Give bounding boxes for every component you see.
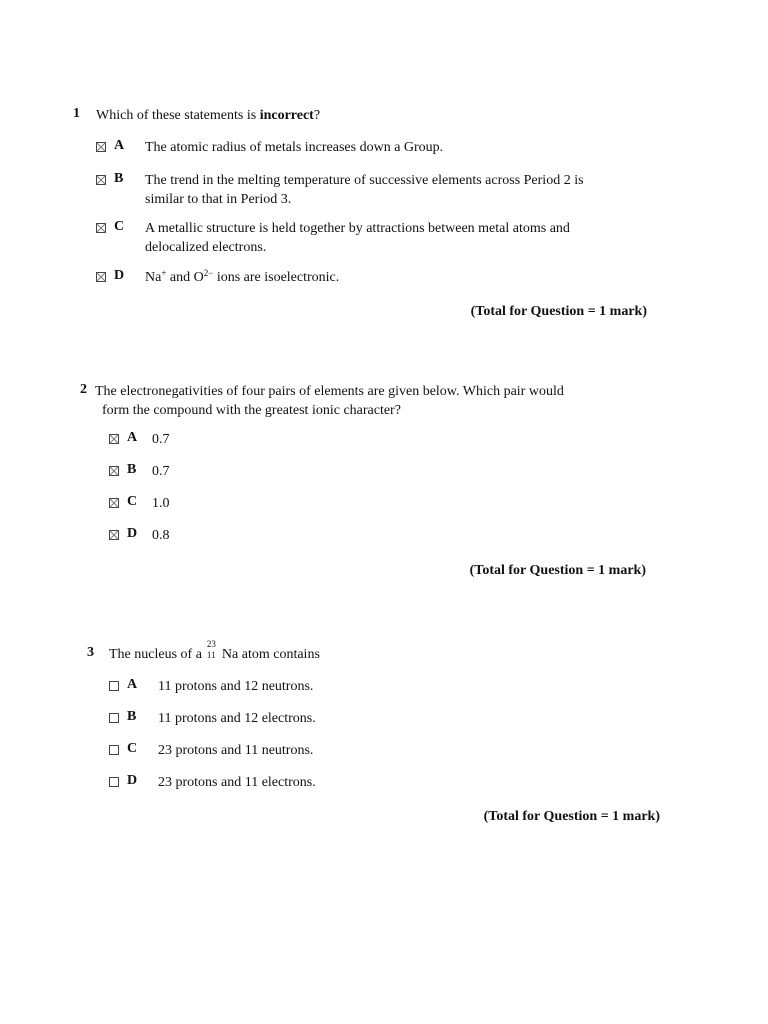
option-letter: B	[127, 462, 137, 477]
option-letter: A	[127, 430, 138, 445]
answer-checkbox[interactable]	[96, 272, 106, 282]
option-letter: D	[127, 773, 138, 788]
answer-checkbox[interactable]	[96, 142, 106, 152]
question-stem: The electronegativities of four pairs of elements are given below. Which pair would form the compound with the greatest ionic character?	[95, 384, 564, 418]
option-text: 0.8	[152, 528, 170, 543]
option-letter: D	[127, 526, 138, 541]
question-number: 2	[80, 382, 87, 397]
question-number: 1	[73, 106, 80, 121]
answer-checkbox[interactable]	[109, 681, 119, 691]
option-letter: A	[114, 138, 125, 153]
answer-checkbox[interactable]	[109, 434, 119, 444]
option-text: A metallic structure is held together by attractions between metal atoms and delocalized electrons.	[145, 221, 570, 255]
answer-checkbox[interactable]	[109, 777, 119, 787]
option-text: The trend in the melting temperature of successive elements across Period 2 is similar to that in Period 3.	[145, 173, 584, 207]
question-total: (Total for Question = 1 mark)	[483, 809, 660, 824]
option-letter: C	[127, 741, 138, 756]
question-stem: Which of these statements is incorrect?	[96, 108, 321, 123]
answer-checkbox[interactable]	[96, 223, 106, 233]
option-text: 11 protons and 12 electrons.	[158, 711, 316, 726]
option-text: 0.7	[152, 464, 170, 479]
option-text: 11 protons and 12 neutrons.	[158, 679, 314, 694]
option-text: 23 protons and 11 electrons.	[158, 775, 316, 790]
answer-checkbox[interactable]	[96, 175, 106, 185]
answer-checkbox[interactable]	[109, 466, 119, 476]
answer-checkbox[interactable]	[109, 498, 119, 508]
option-text: 0.7	[152, 432, 170, 447]
answer-checkbox[interactable]	[109, 713, 119, 723]
option-letter: B	[114, 171, 124, 186]
question-total: (Total for Question = 1 mark)	[470, 304, 647, 319]
emphasis-word: incorrect	[259, 108, 314, 123]
option-letter: D	[114, 268, 125, 283]
answer-checkbox[interactable]	[109, 745, 119, 755]
option-letter: B	[127, 709, 137, 724]
option-letter: C	[114, 219, 125, 234]
option-letter: C	[127, 494, 138, 509]
option-text: 23 protons and 11 neutrons.	[158, 743, 314, 758]
option-text: 1.0	[152, 496, 170, 511]
question-number: 3	[87, 645, 94, 660]
option-letter: A	[127, 677, 138, 692]
question-total: (Total for Question = 1 mark)	[469, 563, 646, 578]
nuclide-notation: 23 11	[206, 639, 216, 660]
option-text: The atomic radius of metals increases down a Group.	[145, 140, 444, 155]
answer-checkbox[interactable]	[109, 530, 119, 540]
option-text: Na+ and $O^{2-}$ ions are isoelectronic.	[145, 268, 340, 285]
question-stem: The nucleus of a 23 11 Na atom contains	[109, 639, 320, 662]
